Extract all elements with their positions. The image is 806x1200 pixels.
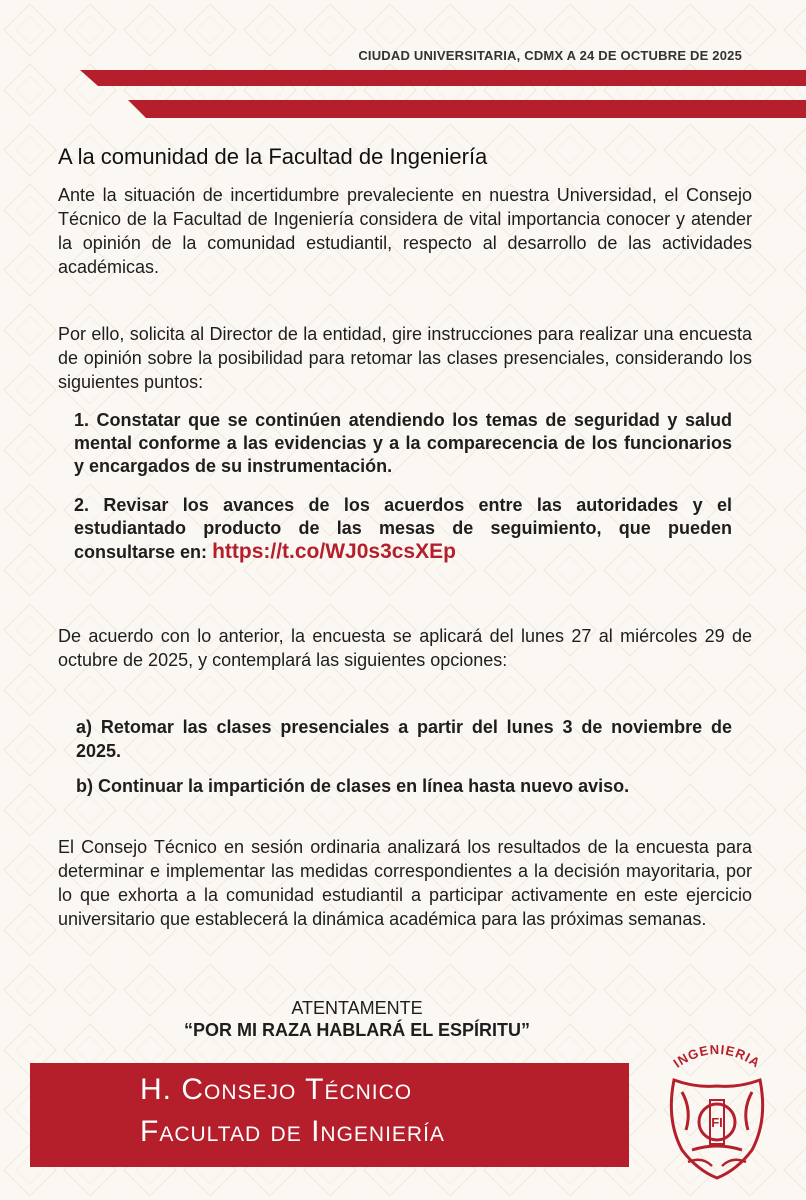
point-item <box>74 494 732 564</box>
survey-link[interactable]: https://t.co/WJ0s3csXEp <box>212 540 456 563</box>
point-number: 2. <box>74 495 90 515</box>
closing-block <box>0 997 714 1041</box>
paragraph-request: Por ello, solicita al Director de la entidad, gire instrucciones para realizar una encuesta de opinión sobre la posibilidad para retomar las clases presenciales, considerando los siguientes puntos: <box>58 324 752 392</box>
points-list <box>74 409 732 580</box>
point-number: 1. <box>74 410 90 430</box>
faculty-crest-logo <box>652 1030 782 1190</box>
point-text: Revisar los avances de los acuerdos entre las autoridades y el estudiantado producto de las mesas de seguimiento, que pueden consultarse en: <box>74 495 732 562</box>
option-text: Continuar la impartición de clases en línea hasta nuevo aviso. <box>98 776 630 796</box>
decorative-stripe-bottom <box>128 100 806 118</box>
point-text: Constatar que se continúen atendiendo los temas de seguridad y salud mental conforme a las evidencias y a la comparecencia de los funcionarios y encargados de su instrumentación. <box>74 410 732 476</box>
regards: ATENTAMENTE <box>291 998 423 1018</box>
signature-banner <box>30 1063 629 1167</box>
crest-label: INGENIERIA <box>670 1041 764 1071</box>
signature-faculty: Facultad de Ingeniería <box>140 1115 445 1148</box>
motto: “POR MI RAZA HABLARÁ EL ESPÍRITU” <box>183 1020 530 1040</box>
point-item <box>74 409 732 478</box>
option-item <box>76 774 732 798</box>
crest-letters: FI <box>711 1115 723 1130</box>
option-text: Retomar las clases presenciales a partir del lunes 3 de noviembre de 2025. <box>76 717 732 761</box>
paragraph-closing: El Consejo Técnico en sesión ordinaria analizará los resultados de la encuesta para determinar e implementar las medidas correspondientes a la decisión mayoritaria, por lo que exhorta a la comunidad estudiantil a participar activamente en este ejercicio universitario que establecerá la dinámica académica para las próximas semanas. <box>58 837 752 929</box>
option-item <box>76 715 732 763</box>
signature-council: H. Consejo Técnico <box>140 1073 413 1106</box>
option-letter: b) <box>76 776 93 796</box>
options-list <box>76 715 732 809</box>
date-line: CIUDAD UNIVERSITARIA, CDMX A 24 DE OCTUBRE DE 2025 <box>358 48 742 63</box>
salutation: A la comunidad de la Facultad de Ingeniería <box>58 144 488 169</box>
svg-text:INGENIERIA <box>671 1042 764 1071</box>
option-letter: a) <box>76 717 93 737</box>
paragraph-survey-dates: De acuerdo con lo anterior, la encuesta se aplicará del lunes 27 al miércoles 29 de octubre de 2025, y contemplará las siguientes opciones: <box>58 626 752 670</box>
paragraph-intro: Ante la situación de incertidumbre prevaleciente en nuestra Universidad, el Consejo Técnico de la Facultad de Ingeniería considera de vital importancia conocer y atender la opinión de la comunidad estudiantil, respecto al desarrollo de las actividades académicas. <box>58 185 752 277</box>
decorative-stripe-top <box>80 70 806 86</box>
